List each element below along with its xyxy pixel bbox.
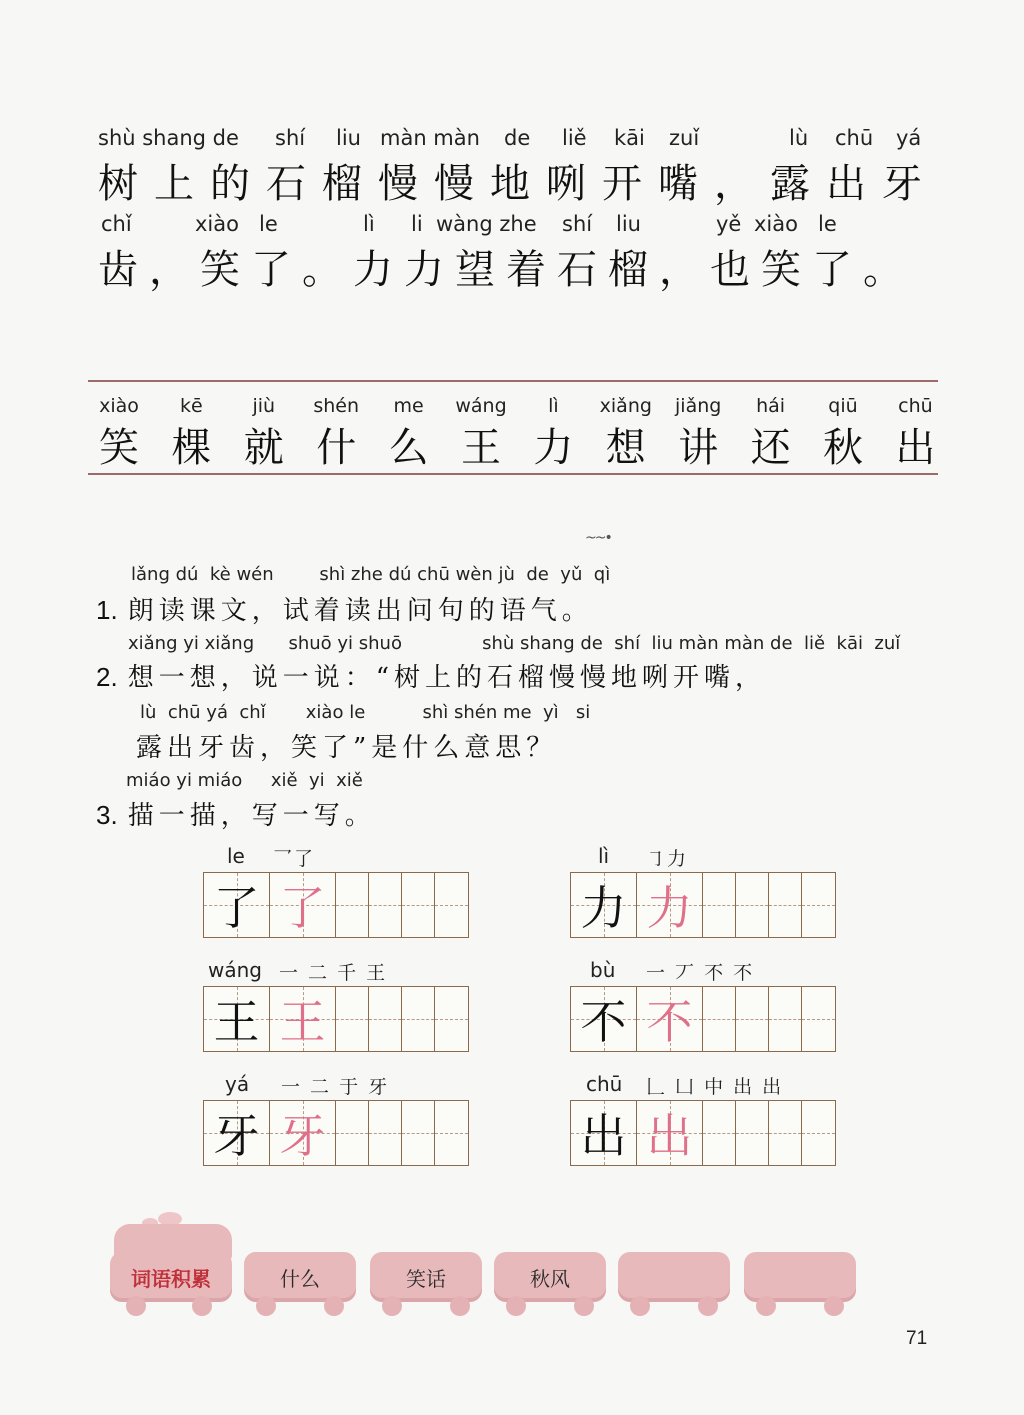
pinyin-syllable: shù shang de xyxy=(98,126,239,150)
trace-char: 牙 xyxy=(279,1109,326,1163)
train-car-shenme: 什么 xyxy=(244,1252,356,1302)
hanzi-char: 着 xyxy=(506,247,546,293)
practice-cell[interactable] xyxy=(402,873,435,937)
pinyin-syllable: li xyxy=(411,212,423,236)
trace-cell[interactable] xyxy=(637,1101,703,1165)
hanzi-char: 上 xyxy=(154,161,194,207)
vocab-pinyin: me xyxy=(393,395,424,417)
stroke-order: 一 二 千 王 xyxy=(279,962,388,984)
vocab-top-rule xyxy=(88,380,938,382)
exercise2b-text: 露出牙齿，笑了”是什么意思？ xyxy=(136,733,558,763)
practice-cell[interactable] xyxy=(369,1101,402,1165)
hanzi-char: 露 xyxy=(770,161,810,207)
hanzi-char: ， xyxy=(659,247,699,293)
exercise2-text: 想一想，说一说：“树上的石榴慢慢地咧开嘴， xyxy=(127,663,766,693)
writing-grid-wang xyxy=(203,958,469,1054)
hanzi-char: 了 xyxy=(812,247,852,293)
writing-grid-le xyxy=(203,844,469,940)
wheel xyxy=(382,1296,402,1316)
pinyin-syllable: xiào xyxy=(754,212,798,236)
model-cell xyxy=(571,987,637,1051)
exercise3-text: 描一描，写一写。 xyxy=(127,801,376,831)
hanzi-char: 出 xyxy=(826,161,866,207)
practice-cell[interactable] xyxy=(703,987,736,1051)
model-char: 力 xyxy=(580,881,627,935)
page-speck: ~~• xyxy=(585,530,611,546)
practice-cell[interactable] xyxy=(435,987,468,1051)
pinyin-syllable: kāi xyxy=(614,126,645,150)
exercise1-number: 1. xyxy=(96,595,118,625)
pinyin-syllable: le xyxy=(259,212,278,236)
wheel xyxy=(574,1296,594,1316)
vocab-hanzi: 么 xyxy=(388,425,429,471)
practice-cell[interactable] xyxy=(336,987,369,1051)
vocab-pinyin: xiào xyxy=(99,395,139,417)
hanzi-char: ， xyxy=(149,247,189,293)
model-cell xyxy=(571,1101,637,1165)
vocab-bottom-rule xyxy=(88,473,938,475)
page-number: 71 xyxy=(906,1328,928,1349)
hanzi-char: 笑 xyxy=(761,247,801,293)
practice-cell[interactable] xyxy=(769,987,802,1051)
hanzi-char: 。 xyxy=(863,247,903,293)
practice-grid xyxy=(570,872,836,938)
practice-cell[interactable] xyxy=(402,987,435,1051)
hanzi-char: 榴 xyxy=(322,161,362,207)
hanzi-char: 慢 xyxy=(378,161,418,207)
exercise1-pinyin: lǎng dú kè wén shì zhe dú chū wèn jù de yǔ qì xyxy=(131,564,611,585)
vocab-pinyin: jiù xyxy=(252,395,276,417)
stroke-order: 𠃊 凵 中 出 出 xyxy=(646,1076,784,1098)
train-engine: 词语积累 xyxy=(110,1252,232,1302)
vocab-hanzi: 力 xyxy=(533,425,574,471)
exercise1 xyxy=(96,590,593,627)
vocab-hanzi: 出 xyxy=(895,425,936,471)
writing-grid-chu xyxy=(570,1072,836,1168)
practice-cell[interactable] xyxy=(369,873,402,937)
wheel xyxy=(630,1296,650,1316)
practice-cell[interactable] xyxy=(769,1101,802,1165)
wheel xyxy=(324,1296,344,1316)
practice-cell[interactable] xyxy=(703,1101,736,1165)
stroke-order: 一 二 于 牙 xyxy=(281,1076,390,1098)
practice-cell[interactable] xyxy=(802,1101,835,1165)
train-car-blank xyxy=(744,1252,856,1302)
pinyin-syllable: shí xyxy=(275,126,306,150)
hanzi-char: 咧 xyxy=(546,161,586,207)
exercise3-pinyin: miáo yi miáo xiě yi xiě xyxy=(126,770,363,791)
vocab-pinyin: jiǎng xyxy=(675,395,722,417)
hanzi-char: 笑 xyxy=(200,247,240,293)
vocab-hanzi: 秋 xyxy=(823,425,863,471)
exercise1-text: 朗读课文，试着读出问句的语气。 xyxy=(127,596,593,626)
train-car-xiaohua: 笑话 xyxy=(370,1252,482,1302)
pinyin-syllable: le xyxy=(818,212,837,236)
vocab-hanzi: 王 xyxy=(461,425,501,471)
model-cell xyxy=(204,1101,270,1165)
pinyin-syllable: de xyxy=(504,126,531,150)
hanzi-char: 力 xyxy=(353,247,393,293)
hanzi-char: ， xyxy=(714,161,754,207)
hanzi-char: 开 xyxy=(602,161,642,207)
hanzi-char: 石 xyxy=(557,247,597,293)
vocab-pinyin: hái xyxy=(756,395,786,417)
trace-cell[interactable] xyxy=(270,873,336,937)
practice-cell[interactable] xyxy=(402,1101,435,1165)
trace-cell[interactable] xyxy=(270,987,336,1051)
pinyin-syllable: liu xyxy=(616,212,641,236)
wheel xyxy=(126,1296,146,1316)
practice-cell[interactable] xyxy=(802,873,835,937)
writing-grid-ya xyxy=(203,1072,469,1168)
hanzi-char: 望 xyxy=(455,247,495,293)
vocab-pinyin: chū xyxy=(898,395,933,417)
word-train xyxy=(110,1210,870,1320)
pinyin-syllable: chū xyxy=(835,126,874,150)
pinyin-syllable: yě xyxy=(716,212,742,236)
writing-pinyin: chū xyxy=(586,1072,623,1096)
model-cell xyxy=(204,873,270,937)
practice-cell[interactable] xyxy=(703,873,736,937)
vocab-hanzi: 就 xyxy=(243,425,284,471)
hanzi-char: 嘴 xyxy=(658,161,698,207)
pinyin-syllable: chǐ xyxy=(101,212,132,236)
stroke-order: 乛了 xyxy=(273,848,316,870)
practice-cell[interactable] xyxy=(435,873,468,937)
hanzi-char: 树 xyxy=(98,161,138,207)
pinyin-syllable: lì xyxy=(363,212,375,236)
wheel xyxy=(450,1296,470,1316)
hanzi-char: 。 xyxy=(302,247,342,293)
practice-grid xyxy=(570,1100,836,1166)
train-car-qiufeng: 秋风 xyxy=(494,1252,606,1302)
stroke-order: 一 丆 不 不 xyxy=(646,962,755,984)
practice-grid xyxy=(203,872,469,938)
practice-cell[interactable] xyxy=(736,987,769,1051)
hanzi-char: 地 xyxy=(490,161,530,207)
hanzi-char: 石 xyxy=(266,161,306,207)
wheel xyxy=(698,1296,718,1316)
wheel xyxy=(256,1296,276,1316)
trace-char: 王 xyxy=(279,995,326,1049)
practice-cell[interactable] xyxy=(435,1101,468,1165)
practice-cell[interactable] xyxy=(336,1101,369,1165)
practice-grid xyxy=(203,1100,469,1166)
vocab-hanzi: 笑 xyxy=(99,425,139,471)
pinyin-syllable: liě xyxy=(562,126,587,150)
practice-cell[interactable] xyxy=(769,873,802,937)
practice-cell[interactable] xyxy=(736,873,769,937)
writing-pinyin: wáng xyxy=(208,958,262,982)
wheel xyxy=(756,1296,776,1316)
hanzi-char: 慢 xyxy=(434,161,474,207)
practice-cell[interactable] xyxy=(736,1101,769,1165)
vocab-pinyin: qiū xyxy=(828,395,858,417)
hanzi-char: 的 xyxy=(210,161,250,207)
exercise3 xyxy=(96,795,376,832)
pinyin-syllable: yá xyxy=(896,126,922,150)
hanzi-char: 了 xyxy=(251,247,291,293)
writing-grid-li xyxy=(570,844,836,940)
model-char: 了 xyxy=(213,881,260,935)
practice-cell[interactable] xyxy=(369,987,402,1051)
wheel xyxy=(506,1296,526,1316)
trace-char: 不 xyxy=(646,995,693,1049)
vocab-hanzi: 棵 xyxy=(171,425,212,471)
stroke-order: ㇆力 xyxy=(646,848,689,870)
train-car-blank xyxy=(618,1252,730,1302)
vocab-hanzi: 什 xyxy=(316,425,357,471)
trace-char: 出 xyxy=(646,1109,693,1163)
practice-grid xyxy=(203,986,469,1052)
exercise2-number: 2. xyxy=(96,662,118,692)
wheel xyxy=(824,1296,844,1316)
hanzi-char: 也 xyxy=(710,247,750,293)
writing-pinyin: le xyxy=(227,844,245,868)
model-char: 出 xyxy=(580,1109,627,1163)
pinyin-syllable: màn màn xyxy=(380,126,480,150)
model-char: 王 xyxy=(213,995,260,1049)
writing-pinyin: yá xyxy=(225,1072,250,1096)
vocab-pinyin: xiǎng xyxy=(599,395,652,417)
trace-char: 了 xyxy=(279,881,326,935)
model-char: 不 xyxy=(580,995,627,1049)
exercise2 xyxy=(96,657,766,694)
writing-pinyin: bù xyxy=(590,958,616,982)
vocab-hanzi: 想 xyxy=(605,425,646,471)
model-cell xyxy=(204,987,270,1051)
model-cell xyxy=(571,873,637,937)
pinyin-syllable: wàng zhe xyxy=(436,212,537,236)
pinyin-syllable: shí xyxy=(562,212,593,236)
vocab-pinyin: kē xyxy=(180,395,203,417)
pinyin-syllable: xiào xyxy=(195,212,239,236)
practice-grid xyxy=(570,986,836,1052)
pinyin-syllable: lù xyxy=(789,126,809,150)
vocab-hanzi: 还 xyxy=(750,425,791,471)
hanzi-char: 牙 xyxy=(882,161,922,207)
exercise2-pinyin: xiǎng yi xiǎng shuō yi shuō shù shang de shí liu màn màn de liě kāi zuǐ xyxy=(128,633,901,654)
trace-cell[interactable] xyxy=(637,873,703,937)
trace-cell[interactable] xyxy=(637,987,703,1051)
hanzi-char: 力 xyxy=(404,247,444,293)
vocab-pinyin: lì xyxy=(548,395,559,417)
pinyin-syllable: liu xyxy=(336,126,361,150)
wheel xyxy=(192,1296,212,1316)
vocab-pinyin: shén xyxy=(313,395,360,417)
hanzi-char: 齿 xyxy=(98,247,138,293)
hanzi-char: 榴 xyxy=(608,247,648,293)
trace-char: 力 xyxy=(646,881,693,935)
writing-pinyin: lì xyxy=(598,844,610,868)
vocab-hanzi: 讲 xyxy=(678,425,719,471)
trace-cell[interactable] xyxy=(270,1101,336,1165)
pinyin-syllable: zuǐ xyxy=(669,126,700,150)
exercise3-number: 3. xyxy=(96,800,118,830)
practice-cell[interactable] xyxy=(336,873,369,937)
vocab-pinyin: wáng xyxy=(455,395,507,417)
writing-grid-bu xyxy=(570,958,836,1054)
exercise2b-pinyin: lù chū yá chǐ xiào le shì shén me yì si xyxy=(140,702,591,723)
model-char: 牙 xyxy=(213,1109,260,1163)
practice-cell[interactable] xyxy=(802,987,835,1051)
